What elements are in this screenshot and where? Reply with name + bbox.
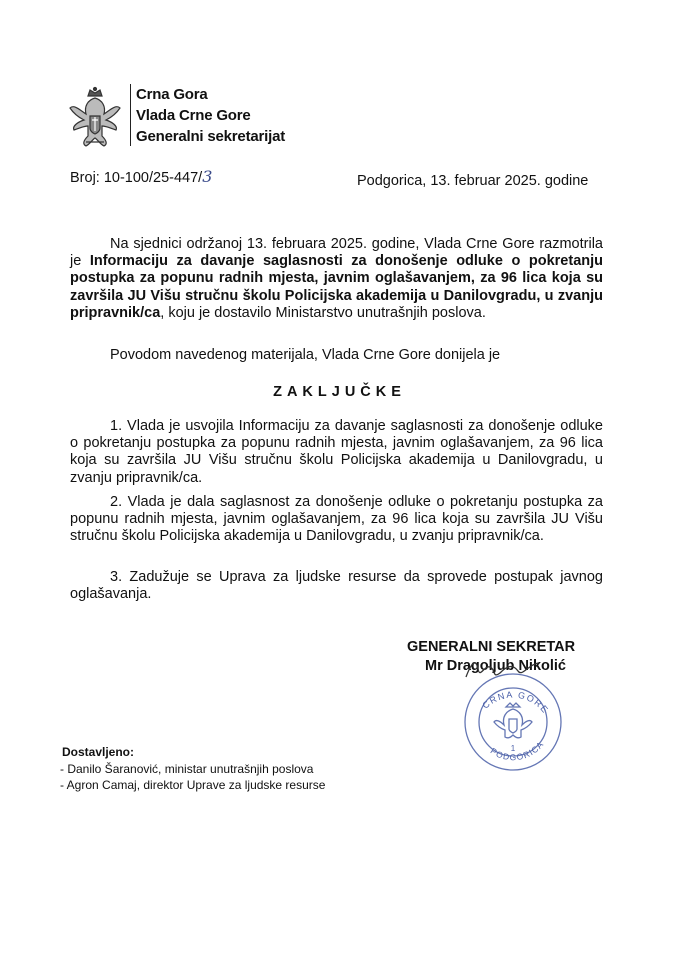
coat-of-arms-icon bbox=[66, 86, 124, 152]
header-divider bbox=[130, 84, 131, 146]
conclusion-item-3: 3. Zadužuje se Uprava za ljudske resurse da sprovede postupak javnog oglašavanja. bbox=[70, 569, 603, 603]
distribution-item: - Agron Camaj, direktor Uprave za ljudske resurse bbox=[60, 778, 326, 792]
conclusion-item-2: 2. Vlada je dala saglasnost za donošenje odluke o pokretanju postupka za popunu radnih mjesta, javnim oglašavanjem, za 96 lica koja su završila JU Višu stručnu školu Policijska akademija u Danilovgradu, u zvanju pripravnik/ca. bbox=[70, 494, 603, 545]
intro-text-1: Na sjednici održanoj 13. februara 2025. godine, Vlada Crne Gore razmotrila je bbox=[70, 236, 603, 270]
distribution-title: Dostavljeno: bbox=[62, 745, 135, 759]
header-secretariat: Generalni sekretarijat bbox=[136, 128, 286, 145]
header-country: Crna Gora bbox=[136, 86, 208, 103]
reference-label: Broj: 10-100/25-447/ bbox=[70, 170, 203, 186]
intro-text-2: , koju je dostavilo Ministarstvo unutrašnjih poslova. bbox=[160, 304, 486, 321]
distribution-item: - Danilo Šaranović, ministar unutrašnjih poslova bbox=[60, 762, 314, 776]
header-government: Vlada Crne Gore bbox=[136, 107, 251, 124]
stamp-number: 1 bbox=[510, 744, 516, 753]
stamp-top-text: CRNA GORE bbox=[480, 689, 551, 716]
stamp-bottom-text: PODGORICA bbox=[488, 739, 546, 763]
conclusions-heading: ZAKLJUČKE bbox=[273, 384, 406, 400]
stamp-lettering bbox=[458, 667, 568, 777]
intro-bold-title: Informaciju za davanje saglasnosti za donošenje odluke o pokretanju postupka za popunu radnih mjesta, javnim oglašavanjem, za 96 lica koja su završila JU Višu stručnu školu Policijska akademija u Danilovgradu, u zvanju pripravnik/ca bbox=[70, 253, 603, 321]
conclusion-item-1: 1. Vlada je usvojila Informaciju za davanje saglasnosti za donošenje odluke o pokretanju postupka za popunu radnih mjesta, javnim oglašavanjem, za 96 lica koja su završila JU Višu stručnu školu Policijska akademija u Danilovgradu, u zvanju pripravnik/ca. bbox=[70, 418, 603, 486]
place-date: Podgorica, 13. februar 2025. godine bbox=[357, 173, 589, 189]
svg-text:CRNA GORE bbox=[480, 690, 550, 716]
intro-paragraph bbox=[70, 236, 603, 322]
signatory-title: GENERALNI SEKRETAR bbox=[407, 639, 576, 655]
reference-number bbox=[70, 167, 212, 186]
povodom-paragraph: Povodom navedenog materijala, Vlada Crne Gore donijela je bbox=[110, 347, 501, 363]
reference-handwritten-digit: 3 bbox=[202, 167, 213, 186]
letterhead bbox=[136, 84, 285, 147]
svg-text:PODGORICA bbox=[489, 739, 546, 762]
signatory-name: Mr Dragoljub Nikolić bbox=[425, 658, 566, 674]
